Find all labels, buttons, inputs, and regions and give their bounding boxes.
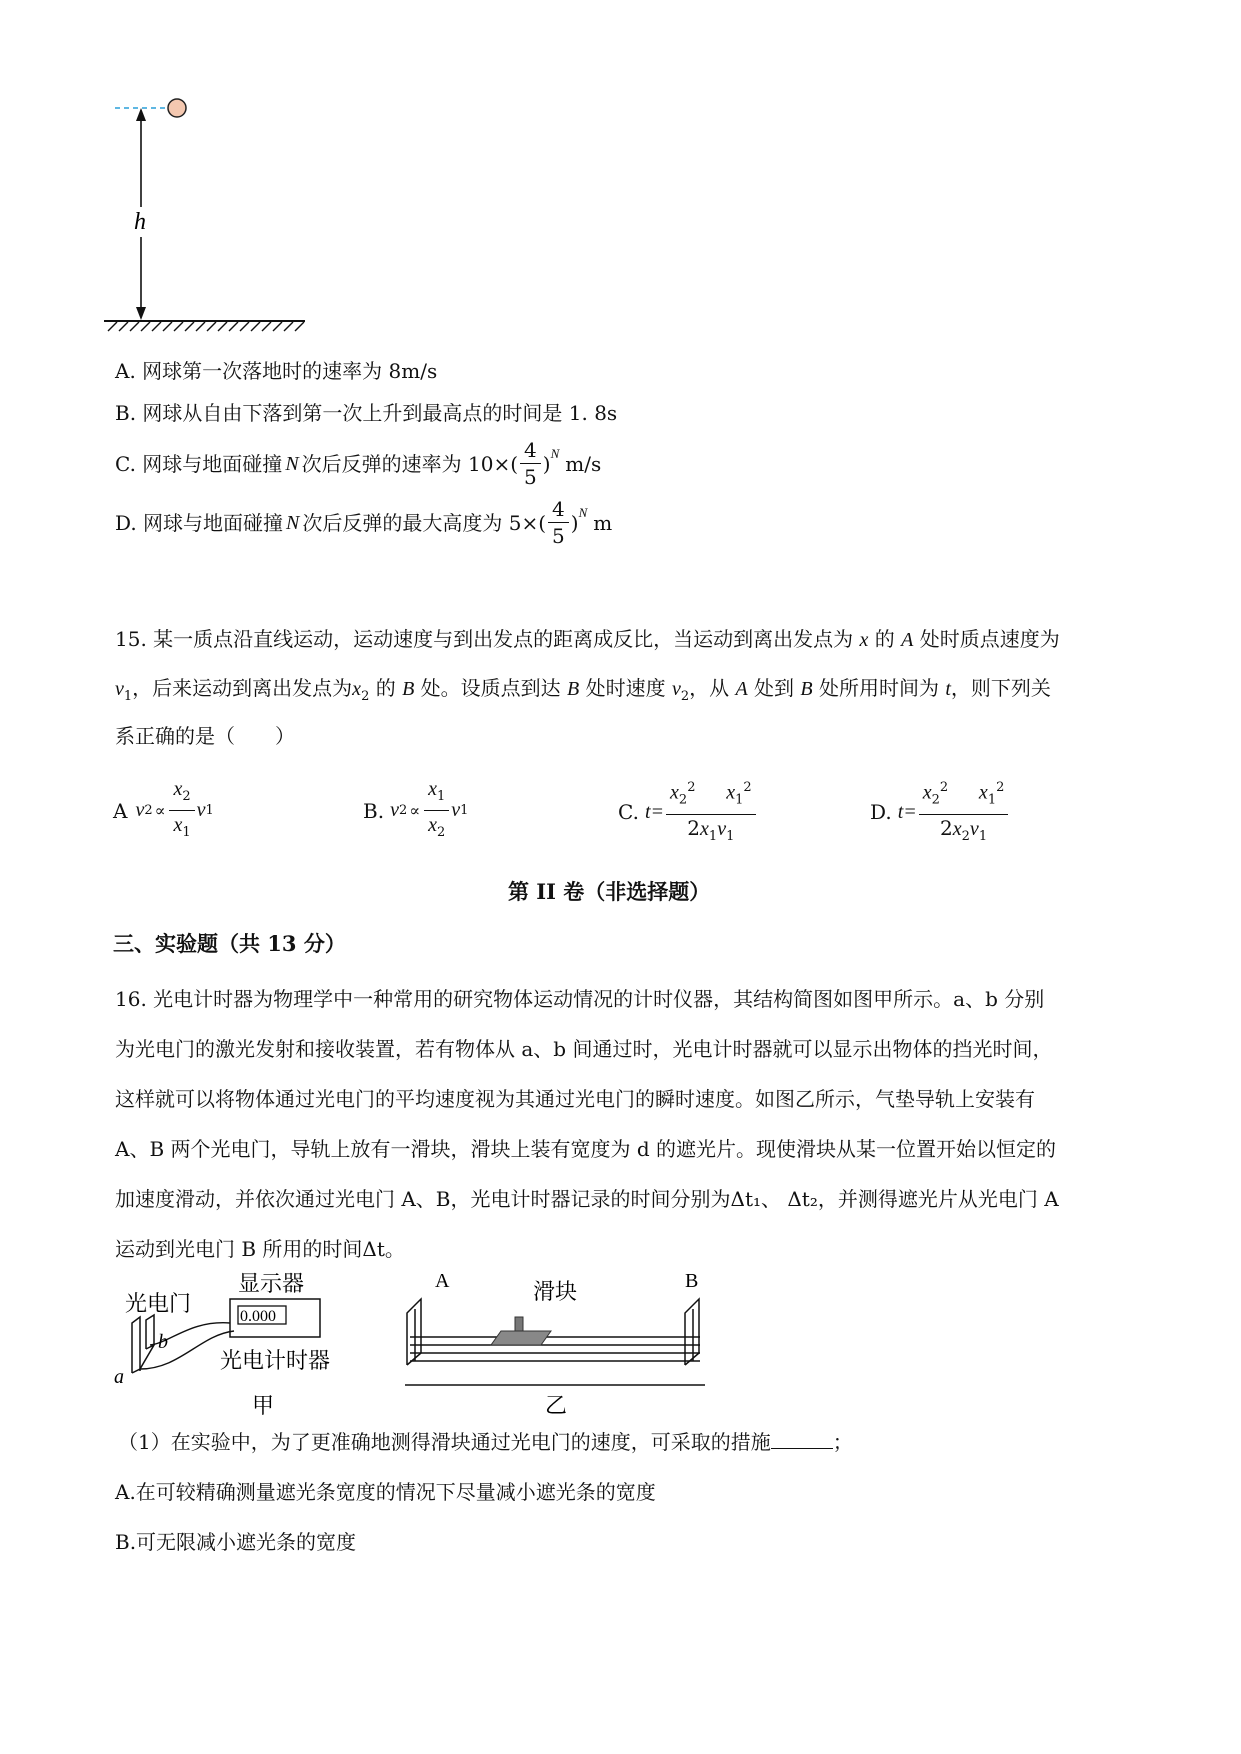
var-A: A bbox=[901, 629, 914, 651]
q16-subquestion-1 bbox=[118, 1428, 853, 1456]
var-B: B bbox=[800, 678, 813, 700]
air-track-figure bbox=[395, 1265, 715, 1420]
q16-line-5: 加速度滑动，并依次通过光电门 A、B，光电计时器记录的时间分别为Δt₁、 Δt₂，并测得遮光片从光电门 A bbox=[115, 1187, 1059, 1211]
superscript: 2 bbox=[939, 780, 949, 795]
tennis-ball bbox=[168, 99, 186, 117]
var-x: x bbox=[922, 781, 932, 804]
subscript: 1 bbox=[987, 792, 997, 808]
var-x: x bbox=[428, 778, 437, 800]
var-t: t= bbox=[644, 800, 665, 823]
photogate-a-foot bbox=[407, 1353, 421, 1365]
section-3-title: 三、实验题（共 13 分） bbox=[113, 931, 346, 956]
photogate-timer-figure bbox=[110, 1265, 380, 1420]
hatch-mark bbox=[229, 322, 238, 331]
ball-drop-figure bbox=[100, 95, 320, 335]
q14-option-c bbox=[115, 437, 601, 490]
hatch-mark bbox=[174, 322, 183, 331]
subscript: 1 bbox=[460, 803, 469, 818]
proportional-sign: ∝ bbox=[154, 801, 166, 820]
text: 的 bbox=[375, 676, 396, 700]
q14-option-c-suffix: m/s bbox=[565, 451, 602, 476]
answer-blank[interactable] bbox=[771, 1430, 833, 1449]
subscript: 1 bbox=[123, 689, 133, 704]
var-v: v bbox=[115, 678, 124, 700]
subscript: 1 bbox=[726, 828, 735, 844]
var-x: x bbox=[978, 781, 988, 804]
hatch-mark bbox=[284, 322, 293, 331]
height-label: h bbox=[134, 209, 146, 235]
q14-option-c-exponent: N bbox=[550, 445, 560, 461]
label-b: b bbox=[158, 1331, 168, 1353]
hatch-mark bbox=[218, 322, 227, 331]
superscript: 2 bbox=[743, 780, 752, 795]
text: 处时速度 bbox=[585, 676, 666, 700]
hatch-mark bbox=[163, 322, 172, 331]
hatch-mark bbox=[251, 322, 260, 331]
fraction-denominator: 5 bbox=[524, 465, 537, 489]
q14-option-d-paren: ) bbox=[570, 510, 579, 535]
hatch-mark bbox=[185, 322, 194, 331]
var-v: v bbox=[196, 799, 206, 821]
photogate-label: 光电门 bbox=[125, 1291, 192, 1316]
text: ，后来运动到离出发点为 bbox=[132, 676, 353, 700]
q14-option-d-mid: 次后反弹的最大高度为 5×( bbox=[302, 510, 547, 535]
hatch-mark bbox=[130, 322, 139, 331]
var-x: x bbox=[173, 814, 183, 836]
fraction bbox=[424, 775, 449, 846]
fraction bbox=[666, 775, 756, 850]
q14-option-d-exponent: N bbox=[578, 504, 588, 520]
fraction bbox=[919, 775, 1009, 850]
subscript: 1 bbox=[708, 828, 718, 844]
arrow-head-down bbox=[136, 307, 146, 320]
q15-option-d bbox=[870, 775, 1010, 850]
photogate-arm-a bbox=[132, 1317, 140, 1373]
text: 处到 bbox=[754, 676, 795, 700]
subscript: 2 bbox=[678, 792, 688, 808]
q16-line-3: 这样就可以将物体通过光电门的平均速度视为其通过光电门的瞬时速度。如图乙所示，气垫导轨上安装有 bbox=[115, 1087, 1035, 1111]
section-2-title: 第 II 卷（非选择题） bbox=[508, 879, 711, 904]
hatch-mark bbox=[240, 322, 249, 331]
q16-line-1: 16. 光电计时器为物理学中一种常用的研究物体运动情况的计时仪器，其结构简图如图甲所示。a、b 分别 bbox=[115, 987, 1045, 1011]
subscript: 2 bbox=[931, 792, 940, 808]
gate-b-label: B bbox=[685, 1270, 699, 1292]
hatch-mark bbox=[152, 322, 161, 331]
q14-option-b: B. 网球从自由下落到第一次上升到最高点的时间是 1. 8s bbox=[115, 401, 618, 425]
gate-a-label: A bbox=[435, 1270, 450, 1292]
q15-option-a bbox=[113, 775, 214, 846]
q14-option-d-prefix: D. 网球与地面碰撞 bbox=[115, 510, 284, 535]
var-x: x bbox=[952, 817, 962, 840]
q16-line-6: 运动到光电门 B 所用的时间Δt。 bbox=[115, 1237, 405, 1261]
var-v: v bbox=[390, 799, 399, 821]
var-x: x bbox=[173, 778, 183, 800]
display-value: 0.000 bbox=[240, 1308, 276, 1325]
q14-option-d-n: N bbox=[286, 511, 300, 534]
hatch-mark bbox=[141, 322, 150, 331]
text: 15. 某一质点沿直线运动，运动速度与到出发点的距离成反比，当运动到离出发点为 bbox=[115, 627, 854, 651]
ground-hatching bbox=[108, 322, 304, 331]
q14-option-d bbox=[115, 496, 612, 549]
arrow-head-up bbox=[136, 108, 146, 121]
hatch-mark bbox=[207, 322, 216, 331]
text: （1）在实验中，为了更准确地测得滑块通过光电门的速度，可采取的措施 bbox=[118, 1430, 771, 1454]
var-B: B bbox=[402, 678, 415, 700]
text: 处。设质点到达 bbox=[420, 676, 561, 700]
var-v: v bbox=[451, 799, 461, 821]
var-A: A bbox=[735, 678, 748, 700]
subscript: 2 bbox=[436, 825, 446, 840]
display-label: 显示器 bbox=[238, 1271, 305, 1296]
fraction-numerator: 4 bbox=[548, 496, 569, 523]
var-v: v bbox=[671, 678, 681, 700]
q14-option-c-paren: ) bbox=[542, 451, 551, 476]
text: 的 bbox=[874, 627, 895, 651]
text: 处所用时间为 bbox=[818, 676, 939, 700]
text: ； bbox=[832, 1430, 853, 1454]
subscript: 2 bbox=[961, 828, 970, 844]
option-label: C. bbox=[618, 800, 639, 825]
option-label: D. bbox=[870, 800, 892, 825]
hatch-mark bbox=[108, 322, 117, 331]
fraction-numerator: 4 bbox=[520, 437, 541, 464]
subscript: 2 bbox=[182, 789, 191, 804]
superscript: 2 bbox=[687, 780, 696, 795]
slider-label: 滑块 bbox=[533, 1279, 578, 1304]
q14-option-d-suffix: m bbox=[593, 510, 613, 535]
hatch-mark bbox=[119, 322, 128, 331]
option-label: B. bbox=[363, 798, 385, 823]
var-x: x bbox=[726, 781, 736, 804]
q16-line-2: 为光电门的激光发射和接收装置，若有物体从 a、b 间通过时，光电计时器就可以显示出物体的挡光时间， bbox=[115, 1037, 1053, 1061]
hatch-mark bbox=[295, 322, 304, 331]
var-v: v bbox=[135, 799, 145, 821]
var-v: v bbox=[717, 817, 727, 840]
slider-block bbox=[491, 1331, 551, 1345]
figure-yi-caption: 乙 bbox=[545, 1393, 568, 1418]
q14-option-d-fraction bbox=[548, 496, 569, 549]
q14-option-c-fraction bbox=[520, 437, 541, 490]
var-t: t bbox=[945, 678, 951, 700]
coefficient: 2 bbox=[940, 815, 953, 840]
q15-option-b bbox=[363, 775, 468, 846]
photogate-b-foot bbox=[685, 1353, 699, 1365]
q14-option-c-mid: 次后反弹的速率为 10×( bbox=[301, 451, 519, 476]
subscript: 2 bbox=[398, 803, 408, 818]
superscript: 2 bbox=[996, 780, 1005, 795]
var-x: x bbox=[670, 781, 679, 804]
text: 处时质点速度为 bbox=[919, 627, 1060, 651]
fraction bbox=[169, 775, 194, 846]
subscript: 1 bbox=[735, 792, 744, 808]
figure-jia-caption: 甲 bbox=[252, 1393, 275, 1418]
q15-option-c bbox=[618, 775, 758, 850]
label-a: a bbox=[114, 1366, 124, 1388]
subscript: 2 bbox=[361, 689, 370, 704]
q15-stem-line-1 bbox=[115, 625, 1060, 654]
subscript: 2 bbox=[144, 803, 153, 818]
subscript: 1 bbox=[205, 803, 214, 818]
var-x: x bbox=[700, 817, 709, 840]
q16-choice-a: A.在可较精确测量遮光条宽度的情况下尽量减小遮光条的宽度 bbox=[115, 1480, 656, 1504]
hatch-mark bbox=[262, 322, 271, 331]
subscript: 1 bbox=[182, 825, 191, 840]
light-shield bbox=[515, 1317, 523, 1331]
q14-option-c-prefix: C. 网球与地面碰撞 bbox=[115, 451, 283, 476]
coefficient: 2 bbox=[687, 815, 701, 840]
proportional-sign: ∝ bbox=[409, 801, 421, 820]
var-x: x bbox=[428, 814, 437, 836]
subscript: 1 bbox=[978, 828, 988, 844]
var-B: B bbox=[567, 678, 580, 700]
var-t: t= bbox=[897, 800, 917, 823]
hatch-mark bbox=[196, 322, 205, 331]
var-v: v bbox=[969, 817, 979, 840]
text: ，从 bbox=[689, 676, 730, 700]
subscript: 2 bbox=[680, 689, 690, 704]
var-x: x bbox=[352, 678, 362, 700]
q16-line-4: A、B 两个光电门，导轨上放有一滑块，滑块上装有宽度为 d 的遮光片。现使滑块从某一位置开始以恒定的 bbox=[115, 1137, 1057, 1161]
option-label: A bbox=[113, 798, 128, 823]
fraction-denominator: 5 bbox=[552, 524, 565, 548]
q15-stem-line-2 bbox=[115, 674, 1051, 711]
text: ，则下列关 bbox=[950, 676, 1051, 700]
q15-stem-line-3: 系正确的是（ ） bbox=[115, 724, 295, 748]
timer-label: 光电计时器 bbox=[220, 1348, 331, 1373]
var-x: x bbox=[859, 629, 869, 651]
hatch-mark bbox=[273, 322, 282, 331]
q16-choice-b: B.可无限减小遮光条的宽度 bbox=[115, 1530, 357, 1554]
q14-option-a: A. 网球第一次落地时的速率为 8m/s bbox=[115, 359, 438, 383]
subscript: 1 bbox=[436, 789, 446, 804]
q14-option-c-n: N bbox=[285, 452, 299, 475]
